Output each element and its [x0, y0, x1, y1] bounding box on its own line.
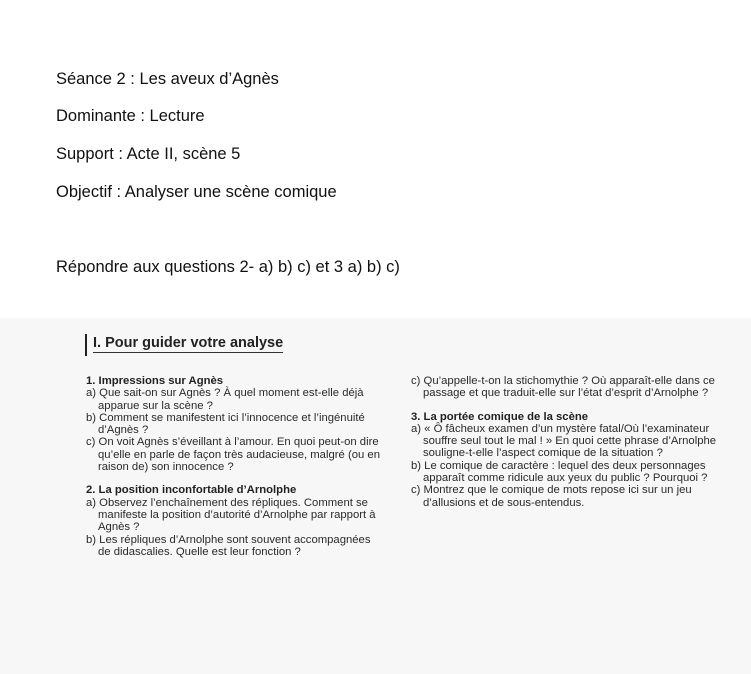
dominante-line: Dominante : Lecture — [56, 107, 205, 125]
question-3c: c) Montrez que le comique de mots repose ici sur un jeu d’allusions et de sous-entendus. — [411, 484, 692, 509]
question-3b: b) Le comique de caractère : lequel des deux personnages apparaît comme ridicule aux yeux du public ? Pourquoi ? — [411, 459, 708, 485]
left-column — [86, 375, 386, 558]
support-line: Support : Acte II, scène 5 — [56, 145, 241, 163]
section-heading — [85, 334, 283, 356]
question-group-3-title: 3. La portée comique de la scène — [411, 410, 589, 423]
question-1a: a) Que sait-on sur Agnès ? À quel moment est-elle déjà apparue sur la scène ? — [86, 387, 364, 412]
question-2b: b) Les répliques d’Arnolphe sont souvent accompagnées de didascalies. Quelle est leur fonction ? — [86, 533, 371, 558]
question-1c: c) On voit Agnès s’éveillant à l’amour. En quoi peut-on dire qu’elle en parle de façon très audacieuse, malgré (ou en raison de) son innocence ? — [86, 436, 380, 474]
question-1b: b) Comment se manifestent ici l’innocence et l’ingénuité d’Agnès ? — [86, 411, 365, 437]
consigne-line: Répondre aux questions 2- a) b) c) et 3 a) b) c) — [56, 258, 400, 276]
right-column — [411, 375, 729, 509]
seance-title: Séance 2 : Les aveux d’Agnès — [56, 70, 279, 88]
question-2c: c) Qu’appelle-t-on la stichomythie ? Où apparaît-elle dans ce passage et que traduit-elle sur l’état d’esprit d’Arnolphe ? — [411, 375, 715, 400]
question-group-1-title: 1. Impressions sur Agnès — [86, 375, 224, 387]
objectif-line: Objectif : Analyser une scène comique — [56, 183, 337, 201]
question-group-2-title: 2. La position inconfortable d’Arnolphe — [86, 484, 297, 497]
question-2a: a) Observez l’enchaînement des répliques. Comment se manifeste la position d’autorité d’Arnolphe par rapport à Agnès ? — [86, 496, 376, 534]
section-heading-text: I. Pour guider votre analyse — [93, 335, 284, 351]
question-3a: a) « Ô fâcheux examen d’un mystère fatal/Où l’examinateur souffre seul tout le mal ! » En quoi cette phrase d’Arnolphe souligne-t-elle l’aspect comique de la situation ? — [411, 422, 717, 460]
